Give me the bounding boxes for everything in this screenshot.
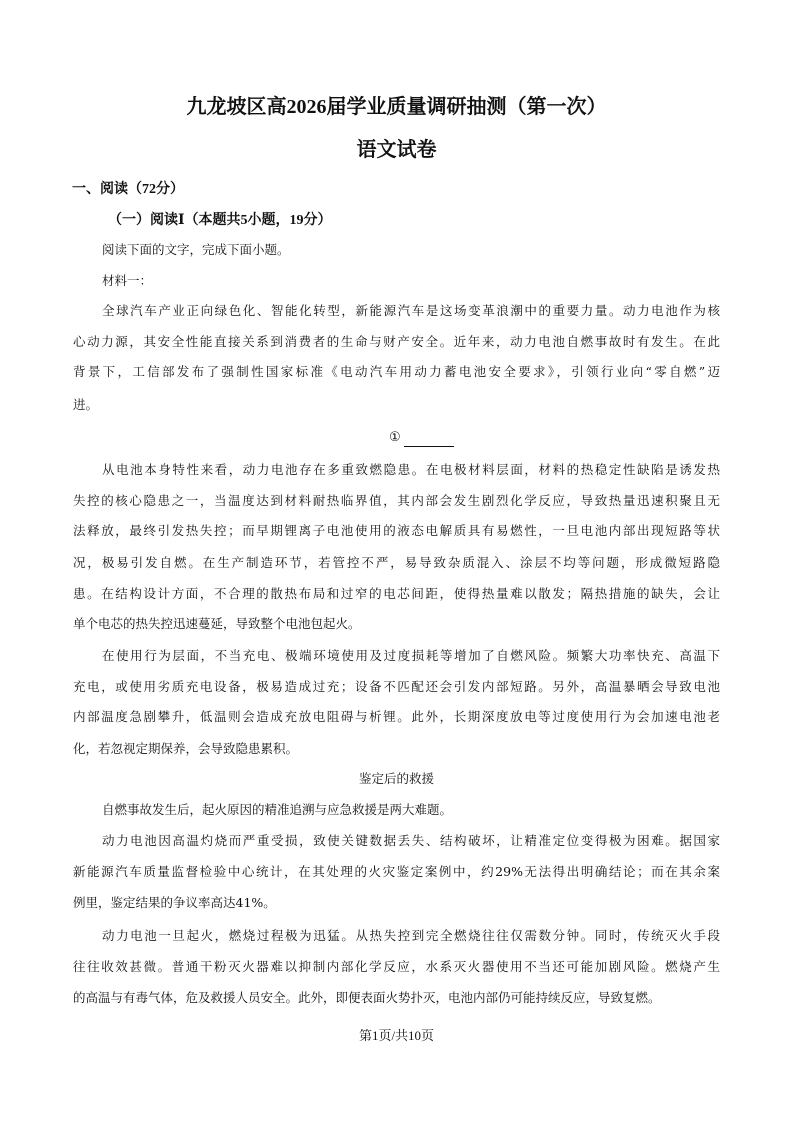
paragraph-line: 背景下，工信部发布了强制性国家标准《电动汽车用动力蓄电池安全要求》，引领行业向“零自燃”迈 — [73, 364, 720, 379]
blank-marker: ① — [389, 430, 401, 445]
paragraph-line: 动力电池一旦起火，燃烧过程极为迅猛。从热失控到完全燃烧往往仅需数分钟。同时，传统灭火手段 — [102, 928, 720, 943]
document-title: 九龙坡区高2026届学业质量调研抽测（第一次） — [186, 96, 607, 118]
paragraph-line: 的高温与有毒气体，危及救援人员安全。此外，即便表面火势扑灭，电池内部仍可能持续反应，导致复燃。 — [73, 990, 661, 1005]
material-label: 材料一： — [102, 273, 153, 288]
sub-section-heading: （一）阅读Ⅰ（本题共5小题，19分） — [108, 213, 332, 228]
page-footer: 第1页/共10页 — [358, 1028, 435, 1043]
paragraph-line: 化，若忽视定期保养，会导致隐患累积。 — [73, 741, 299, 756]
centered-heading: 鉴定后的救援 — [358, 771, 434, 786]
paragraph-line: 心动力源，其安全性能直接关系到消费者的生命与财产安全。近年来，动力电池自燃事故时有发生。在此 — [73, 334, 720, 349]
paragraph-line: 在使用行为层面，不当充电、极端环境使用及过度损耗等增加了自燃风险。频繁大功率快充、高温下 — [102, 648, 720, 663]
paragraph-line: 进。 — [73, 397, 99, 412]
blank-underline — [404, 446, 454, 447]
paragraph-line: 内部温度急剧攀升，低温则会造成充放电阻碍与析锂。此外，长期深度放电等过度使用行为会加速电池老 — [73, 709, 720, 724]
paragraph-line: 新能源汽车质量监督检验中心统计，在其处理的火灾鉴定案例中，约29%无法得出明确结论；而在其余案 — [73, 864, 720, 879]
paragraph-line: 从电池本身特性来看，动力电池存在多重致燃隐患。在电极材料层面，材料的热稳定性缺陷是诱发热 — [102, 462, 720, 477]
instruction-text: 阅读下面的文字，完成下面小题。 — [102, 242, 290, 257]
paragraph-line: 全球汽车产业正向绿色化、智能化转型，新能源汽车是这场变革浪潮中的重要力量。动力电池作为核 — [102, 303, 720, 318]
paragraph-line: 单个电芯的热失控迅速蔓延，导致整个电池包起火。 — [73, 616, 361, 631]
section-heading: 一、阅读（72分） — [72, 182, 184, 197]
paragraph-line: 患。在结构设计方面，不合理的散热布局和过窄的电芯间距，使得热量难以散发；隔热措施的缺失，会让 — [73, 586, 720, 601]
paragraph-line: 往往收效甚微。普通干粉灭火器难以抑制内部化学反应，水系灭火器使用不当还可能加剧风险。燃烧产生 — [73, 959, 720, 974]
document-subtitle: 语文试卷 — [356, 139, 437, 161]
paragraph-line: 例里，鉴定结果的争议率高达41%。 — [73, 895, 276, 910]
paragraph-line: 自燃事故发生后，起火原因的精准追溯与应急救援是两大难题。 — [102, 802, 453, 817]
paragraph-line: 况，极易引发自燃。在生产制造环节，若管控不严，易导致杂质混入、涂层不均等问题，形成微短路隐 — [73, 555, 720, 570]
paragraph-line: 充电，或使用劣质充电设备，极易造成过充；设备不匹配还会引发内部短路。另外，高温暴晒会导致电池 — [73, 679, 720, 694]
paragraph-line: 法释放，最终引发热失控；而早期锂离子电池使用的液态电解质具有易燃性，一旦电池内部出现短路等状 — [73, 523, 720, 538]
paragraph-line: 失控的核心隐患之一，当温度达到材料耐热临界值，其内部会发生剧烈化学反应，导致热量迅速积聚且无 — [73, 493, 720, 508]
paragraph-line: 动力电池因高温灼烧而严重受损，致使关键数据丢失、结构破坏，让精准定位变得极为困难。据国家 — [102, 833, 720, 848]
